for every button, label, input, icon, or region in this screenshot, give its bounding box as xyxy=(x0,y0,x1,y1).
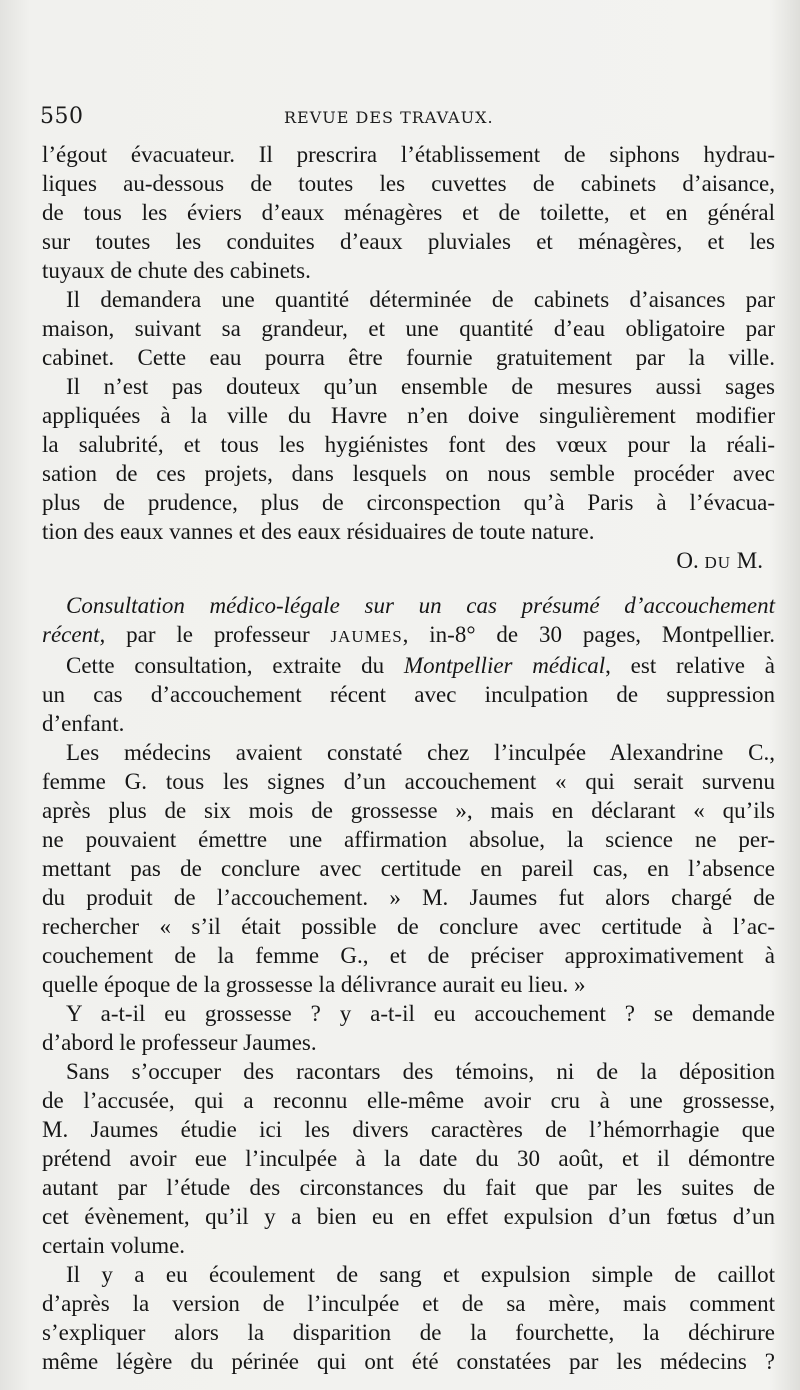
text-line xyxy=(42,651,775,680)
body-text xyxy=(42,140,775,1376)
text-line: Il n’est pas douteux qu’un ensemble de mesures aussi sages xyxy=(66,374,775,399)
text-line: Il demandera une quantité déterminée de cabinets d’aisances par xyxy=(66,287,775,312)
text-line: tuyaux de chute des cabinets. xyxy=(42,258,311,283)
section-gap xyxy=(42,577,775,591)
text-line: maison, suivant sa grandeur, et une quantité d’eau obligatoire par xyxy=(42,316,775,341)
paragraph-egout xyxy=(42,140,775,285)
text-line: l’égout évacuateur. Il prescrira l’établissement de siphons hydrau- xyxy=(42,142,775,167)
text-line: mettant pas de conclure avec certitude en pareil cas, en l’absence xyxy=(42,856,775,881)
review-title-italic: récent, xyxy=(42,622,106,647)
text-line: s’expliquer alors la disparition de la fourchette, la déchirure xyxy=(42,1320,775,1345)
review-author: JAUMES xyxy=(330,627,403,646)
text-line: liques au-dessous de toutes les cuvettes de cabinets d’aisance, xyxy=(42,171,775,196)
paragraph-medecins xyxy=(42,738,775,999)
review-heading xyxy=(42,591,775,651)
text-line: appliquées à la ville du Havre n’en doive singulièrement modifier xyxy=(42,403,775,428)
paragraph-cabinets xyxy=(42,285,775,372)
text-line: femme G. tous les signes d’un accouchement « qui serait survenu xyxy=(42,769,775,794)
text-line: d’après la version de l’inculpée et de sa mère, mais comment xyxy=(42,1291,775,1316)
text-line: M. Jaumes étudie ici les divers caractères de l’hémorrhagie que xyxy=(42,1117,775,1142)
text-line: quelle époque de la grossesse la délivrance aurait eu lieu. » xyxy=(42,972,586,997)
text-line: cet évènement, qu’il y a bien eu en effet expulsion d’un fœtus d’un xyxy=(42,1204,775,1229)
text-fragment: Cette consultation, extraite du xyxy=(66,653,404,678)
journal-title: Montpellier médical xyxy=(403,653,606,678)
text-line: sation de ces projets, dans lesquels on nous semble procéder avec xyxy=(42,461,775,486)
paragraph-havre xyxy=(42,372,775,546)
signature-initial: O. xyxy=(676,548,705,573)
text-line: d’abord le professeur Jaumes. xyxy=(42,1030,317,1055)
text-line: Les médecins avaient constaté chez l’inculpée Alexandrine C., xyxy=(66,740,775,765)
text-line: certain volume. xyxy=(42,1233,186,1258)
review-title-text: par le professeur xyxy=(105,622,331,647)
text-line: de tous les éviers d’eaux ménagères et de toilette, et en général xyxy=(42,200,775,225)
text-line: cabinet. Cette eau pourra être fournie gratuitement par la ville. xyxy=(42,345,775,370)
text-line: tion des eaux vannes et des eaux résiduaires de toute nature. xyxy=(42,519,595,544)
text-line: rechercher « s’il était possible de conclure avec certitude à l’ac- xyxy=(42,914,775,939)
signature-particle: DU xyxy=(704,553,732,572)
text-line: d’enfant. xyxy=(42,711,125,736)
running-title: REVUE DES TRAVAUX. xyxy=(284,108,494,127)
text-line: Il y a eu écoulement de sang et expulsion simple de caillot xyxy=(66,1262,775,1287)
text-line: un cas d’accouchement récent avec inculpation de suppression xyxy=(42,682,775,707)
text-line: Sans s’occuper des racontars des témoins, ni de la déposition xyxy=(66,1059,775,1084)
text-line: après plus de six mois de grossesse », mais en déclarant « qu’ils xyxy=(42,798,775,823)
text-line: Y a-t-il eu grossesse ? y a-t-il eu accouchement ? se demande xyxy=(66,1001,775,1026)
text-line: autant par l’étude des circonstances du fait que par les suites de xyxy=(42,1175,775,1200)
text-line: sur toutes les conduites d’eaux pluviales et ménagères, et les xyxy=(42,229,775,254)
text-line: même légère du périnée qui ont été constatées par les médecins ? xyxy=(42,1349,775,1374)
text-line: ne pouvaient émettre une affirmation absolue, la science ne per- xyxy=(42,827,775,852)
text-line: de l’accusée, qui a reconnu elle-même avoir cru à une grossesse, xyxy=(42,1088,775,1113)
review-title-text: , in-8° de 30 pages, Montpellier. xyxy=(402,622,775,647)
text-line: la salubrité, et tous les hygiénistes font des vœux pour la réali- xyxy=(42,432,775,457)
review-title-line xyxy=(42,620,775,651)
paragraph-consultation xyxy=(42,651,775,738)
text-line: du produit de l’accouchement. » M. Jaumes fut alors chargé de xyxy=(42,885,775,910)
text-fragment: , est relative à xyxy=(605,653,775,678)
author-signature xyxy=(42,546,775,577)
paragraph-ecoulement xyxy=(42,1260,775,1376)
review-title-line: Consultation médico-légale sur un cas présumé d’accouchement xyxy=(66,593,775,618)
paragraph-analyse xyxy=(42,1057,775,1260)
page-number: 550 xyxy=(40,104,84,129)
paragraph-question xyxy=(42,999,775,1057)
signature-name: M. xyxy=(731,548,763,573)
running-head xyxy=(40,104,780,134)
text-line: prétend avoir eue l’inculpée à la date du 30 août, et il démontre xyxy=(42,1146,775,1171)
text-line: couchement de la femme G., et de préciser approximativement à xyxy=(42,943,775,968)
text-line: plus de prudence, plus de circonspection qu’à Paris à l’évacua- xyxy=(42,490,775,515)
